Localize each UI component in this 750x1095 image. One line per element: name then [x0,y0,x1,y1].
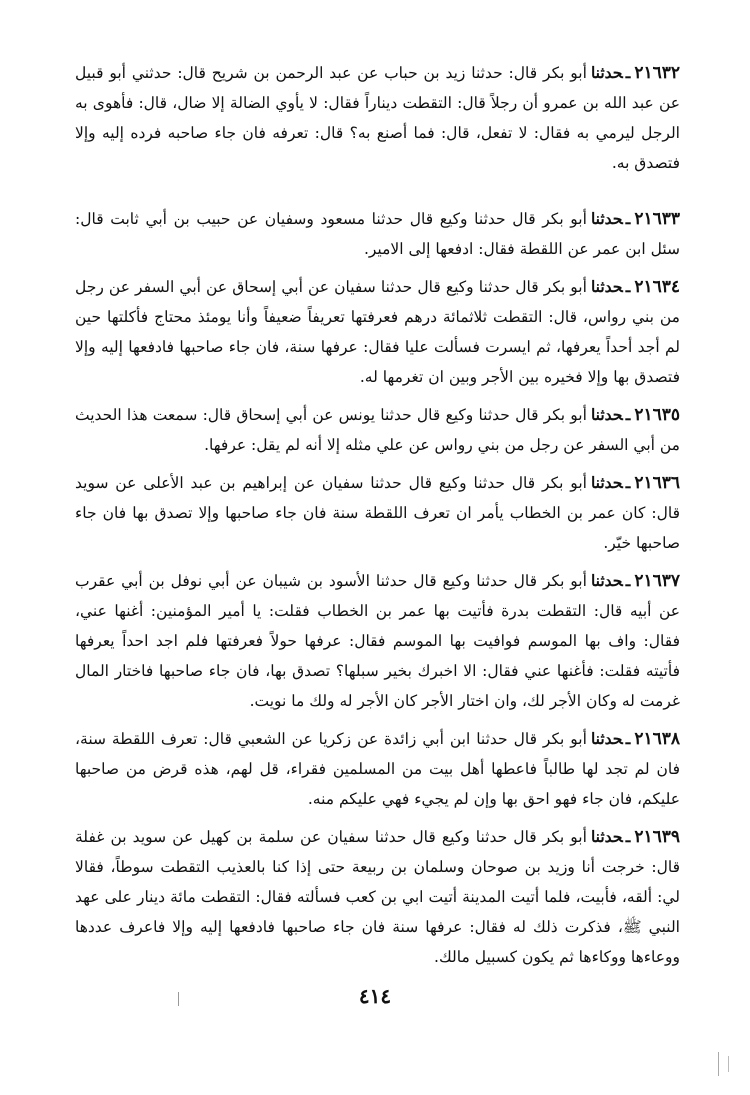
dash: ـ [625,571,631,590]
hadith-text: أبو بكر قال حدثنا ابن أبي زائدة عن زكريا عن الشعبي قال: تعرف اللقطة سنة، فان لم تجد لها طالباً فاعطها أهل بيت من المسلمين فقراء، قل لهم، هذه قرض من صاحبها عليكم، فان جاء فهو احق بها وإن لم يجيء فهي عليكم منه. [75,730,680,808]
hadith-lead: حدثنا [590,729,623,748]
hadith-entry-21637 [75,566,680,716]
hadith-entry-21638 [75,724,680,814]
dash: ـ [625,827,631,846]
hadith-text: أبو بكر قال حدثنا وكيع قال حدثنا الأسود بن شيبان عن أبي نوفل بن أبي عقرب عن أبيه قال: التقطت بدرة فأتيت بها عمر بن الخطاب فقلت: يا أمير المؤمنين: أغنها عني، فقال: واف بها الموسم فوافيت بها الموسم فقال: عرفها حولاً فعرفتها فلم اجد احداً يعرفها فأتيته فقلت: فأغنها عني فقال: الا اخبرك بخير سبلها؟ تصدق بها، فان جاء صاحبها فاختار المال غرمت له وكان الأجر لك، وان اختار الأجر كان الأجر له ولك ما نويت. [75,572,680,710]
hadith-lead: حدثنا [590,63,623,82]
hadith-lead: حدثنا [590,209,623,228]
hadith-entry-21633 [75,204,680,264]
hadith-number: ٢١٦٣٢ [634,63,680,83]
dash: ـ [625,473,631,492]
hadith-number: ٢١٦٣٣ [634,209,680,229]
dash: ـ [625,277,631,296]
hadith-lead: حدثنا [590,473,623,492]
hadith-number: ٢١٦٣٩ [634,827,680,847]
page-number: ٤١٤ [358,984,392,1008]
hadith-lead: حدثنا [590,405,623,424]
hadith-entry-21632 [75,58,680,178]
hadith-lead: حدثنا [590,827,623,846]
hadith-text: أبو بكر قال حدثنا وكيع قال حدثنا مسعود وسفيان عن حبيب بن أبي ثابت قال: سئل ابن عمر عن اللقطة فقال: ادفعها إلى الامير. [75,210,680,258]
hadith-entry-21634 [75,272,680,392]
hadith-entry-21636 [75,468,680,558]
hadith-lead: حدثنا [590,571,623,590]
hadith-text: أبو بكر قال حدثنا وكيع قال حدثنا يونس عن أبي إسحاق قال: سمعت هذا الحديث من أبي السفر عن رجل من بني رواس عن علي مثله إلا أنه لم يقل: عرفها. [75,406,680,454]
hadith-number: ٢١٦٣٦ [634,473,680,493]
hadith-text: أبو بكر قال: حدثنا زيد بن حباب عن عبد الرحمن بن شريح قال: حدثني أبو قبيل عن عبد الله بن عمرو أن رجلاً قال: التقطت ديناراً فقال: لا يأوي الضالة إلا ضال، قال: فأهوى به الرجل ليرمي به فقال: لا تفعل، قال: فما أصنع به؟ قال: تعرفه فان جاء صاحبه فرده إليه وإلا فتصدق به. [75,64,680,172]
scan-mark [718,1052,719,1076]
hadith-number: ٢١٦٣٥ [634,405,680,425]
dash: ـ [625,405,631,424]
hadith-number: ٢١٦٣٨ [634,729,680,749]
dash: ـ [625,729,631,748]
scan-mark [728,1056,729,1072]
hadith-text: أبو بكر قال حدثنا وكيع قال حدثنا سفيان عن سلمة بن كهيل عن سويد بن غفلة قال: خرجت أنا وزيد بن صوحان وسلمان بن ربيعة حتى إذا كنا بالعذيب التقطت سوطاً، فقالا لي: ألقه، فأبيت، فلما أتيت المدينة أتيت ابي بن كعب فسألته فقال: التقطت مائة دينار على عهد النبي ﷺ، فذكرت ذلك له فقال: عرفها سنة فان جاء صاحبها فادفعها إليه وإلا فاعرف عددها ووعاءها ووكاءها ثم يكون كسبيل مالك. [75,828,680,966]
hadith-number: ٢١٦٣٤ [634,277,680,297]
hadith-text: أبو بكر قال حدثنا وكيع قال حدثنا سفيان عن إبراهيم بن عبد الأعلى عن سويد قال: كان عمر بن الخطاب يأمر ان تعرف اللقطة سنة فان جاء صاحبها وإلا تصدق بها فان جاء صاحبها خيّر. [75,474,680,552]
scan-mark [178,992,179,1006]
hadith-lead: حدثنا [590,277,623,296]
hadith-entry-21635 [75,400,680,460]
dash: ـ [625,63,631,82]
hadith-text: أبو بكر قال حدثنا وكيع قال حدثنا سفيان عن أبي إسحاق عن أبي السفر عن رجل من بني رواس، قال: التقطت ثلاثمائة درهم فعرفتها تعريفاً ضعيفاً وأنا يومئذ محتاج فأكلتها حين لم أجد أحداً يعرفها، ثم ايسرت فسألت عليا فقال: عرفها سنة، فان جاء صاحبها فادفعها إليه وإلا فتصدق بها وإلا فخيره بين الأجر وبين ان تغرمها له. [75,278,680,386]
hadith-number: ٢١٦٣٧ [634,571,680,591]
hadith-entry-21639 [75,822,680,972]
dash: ـ [625,209,631,228]
